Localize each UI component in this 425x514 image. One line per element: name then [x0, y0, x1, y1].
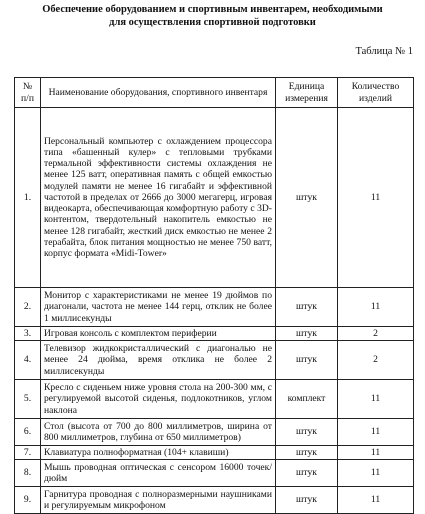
row-quantity: 11	[338, 108, 414, 288]
row-number: 8.	[15, 460, 41, 487]
row-quantity: 11	[338, 419, 414, 446]
table-row	[15, 446, 414, 460]
row-number: 3.	[15, 327, 41, 341]
row-number: 7.	[15, 446, 41, 460]
row-number: 2.	[15, 288, 41, 327]
row-unit: штук	[276, 341, 338, 380]
table-row	[15, 108, 414, 288]
row-number: 6.	[15, 419, 41, 446]
row-number: 4.	[15, 341, 41, 380]
header-quantity: Количество изделий	[338, 78, 414, 108]
table-row	[15, 327, 414, 341]
header-number: № п/п	[15, 78, 41, 108]
row-name: Персональный компьютер с охлаждением процессора типа «башенный кулер» с тепловыми трубками термальной эффективности системы охлаждения не менее 125 ватт, оперативная память с общей емкостью модулей памяти не менее 16 гигабайт и эффективной частотой в пределах от 2666 до 3000 мегагерц, игровая видеокарта, обеспечивающая комфортную работу с 3D-контентом, твердотельный накопитель емкостью не менее 128 гигабайт, жесткий диск емкостью не менее 2 терабайта, блок питания мощностью не менее 750 ватт, корпус формата «Midi-Tower»	[41, 108, 276, 288]
table-header-row	[15, 78, 414, 108]
row-quantity: 2	[338, 341, 414, 380]
row-quantity: 2	[338, 327, 414, 341]
row-unit: штук	[276, 460, 338, 487]
table-row	[15, 487, 414, 514]
table-row	[15, 419, 414, 446]
row-quantity: 11	[338, 460, 414, 487]
document-title-line-2: для осуществления спортивной подготовки	[109, 17, 316, 28]
table-label: Таблица № 1	[355, 46, 413, 57]
row-name: Мышь проводная оптическая с сенсором 16000 точек/дюйм	[41, 460, 276, 487]
table-row	[15, 341, 414, 380]
row-unit: штук	[276, 327, 338, 341]
row-unit: штук	[276, 288, 338, 327]
table-row	[15, 460, 414, 487]
row-quantity: 11	[338, 380, 414, 419]
equipment-table	[14, 77, 414, 514]
row-unit: штук	[276, 419, 338, 446]
row-unit: штук	[276, 446, 338, 460]
document-title-line-1: Обеспечение оборудованием и спортивным инвентарем, необходимыми	[42, 4, 383, 15]
table-row	[15, 288, 414, 327]
row-quantity: 11	[338, 487, 414, 514]
row-number: 5.	[15, 380, 41, 419]
row-name: Телевизор жидкокристаллический с диагональю не менее 24 дюйма, время отклика не более 2 миллисекунды	[41, 341, 276, 380]
row-unit: штук	[276, 108, 338, 288]
table-row	[15, 380, 414, 419]
row-name: Клавиатура полноформатная (104+ клавиши)	[41, 446, 276, 460]
row-quantity: 11	[338, 446, 414, 460]
header-name: Наименование оборудования, спортивного инвентаря	[41, 78, 276, 108]
row-name: Кресло с сиденьем ниже уровня стола на 200-300 мм, с регулируемой высотой сиденья, подлокотников, углом наклона	[41, 380, 276, 419]
row-unit: комплект	[276, 380, 338, 419]
row-name: Игровая консоль с комплектом периферии	[41, 327, 276, 341]
row-unit: штук	[276, 487, 338, 514]
row-name: Стол (высота от 700 до 800 миллиметров, ширина от 800 миллиметров, глубина от 650 миллиметров)	[41, 419, 276, 446]
row-name: Монитор с характеристиками не менее 19 дюймов по диагонали, частота не менее 144 герц, отклик не более 1 миллисекунды	[41, 288, 276, 327]
header-unit: Единица измерения	[276, 78, 338, 108]
row-quantity: 11	[338, 288, 414, 327]
row-name: Гарнитура проводная с полноразмерными наушниками и регулируемым микрофоном	[41, 487, 276, 514]
row-number: 1.	[15, 108, 41, 288]
row-number: 9.	[15, 487, 41, 514]
